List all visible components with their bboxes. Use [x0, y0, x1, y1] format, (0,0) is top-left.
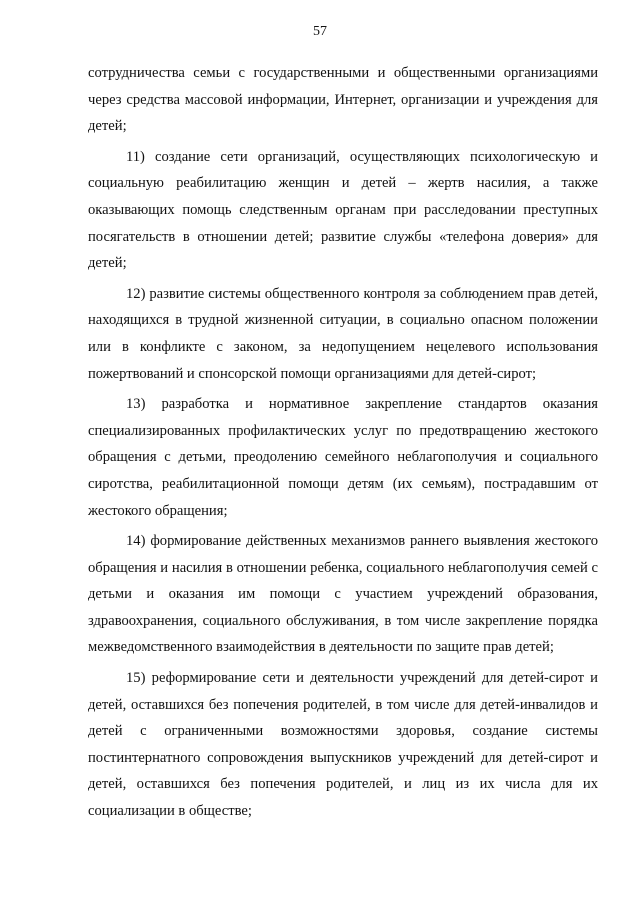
- paragraph-item-13: 13) разработка и нормативное закрепление стандартов оказания специализированных профилактических услуг по предотвращению жестокого обращения с детьми, преодолению семейного неблагополучия и социального сиротства, реабилитационной помощи детям (их семьям), пострадавшим от жестокого обращения;: [88, 396, 598, 519]
- paragraph-item-11: 11) создание сети организаций, осуществляющих психологическую и социальную реабилитацию женщин и детей – жертв насилия, а также оказывающих помощь следственным органам при расследовании преступных посягательств в отношении детей; развитие службы «телефона доверия» для детей;: [88, 148, 598, 272]
- page-number: 57: [313, 24, 327, 39]
- paragraph-item-12: 12) развитие системы общественного контроля за соблюдением прав детей, находящихся в трудной жизненной ситуации, в социально опасном положении или в конфликте с законом, за недопущением нецелевого использования пожертвований и спонсорской помощи организациями для детей-сирот;: [88, 285, 598, 382]
- paragraph-continuation: сотрудничества семьи с государственными и общественными организациями через средства массовой информации, Интернет, организации и учреждения для детей;: [88, 65, 598, 135]
- document-body: [88, 60, 598, 829]
- paragraph-item-15: 15) реформирование сети и деятельности учреждений для детей-сирот и детей, оставшихся без попечения родителей, в том числе для детей-инвалидов и детей с ограниченными возможностями здоровья, создание системы постинтернатного сопровождения выпускников учреждений для детей-сирот и детей, оставшихся без попечения родителей, и лиц из их числа для их социализации в обществе;: [88, 670, 598, 820]
- paragraph-item-14: 14) формирование действенных механизмов раннего выявления жестокого обращения и насилия в отношении ребенка, социального неблагополучия семей с детьми и оказания им помощи с участием учреждений образования, здравоохранения, социального обслуживания, в том числе закрепление порядка межведомственного взаимодействия в деятельности по защите прав детей;: [88, 533, 598, 656]
